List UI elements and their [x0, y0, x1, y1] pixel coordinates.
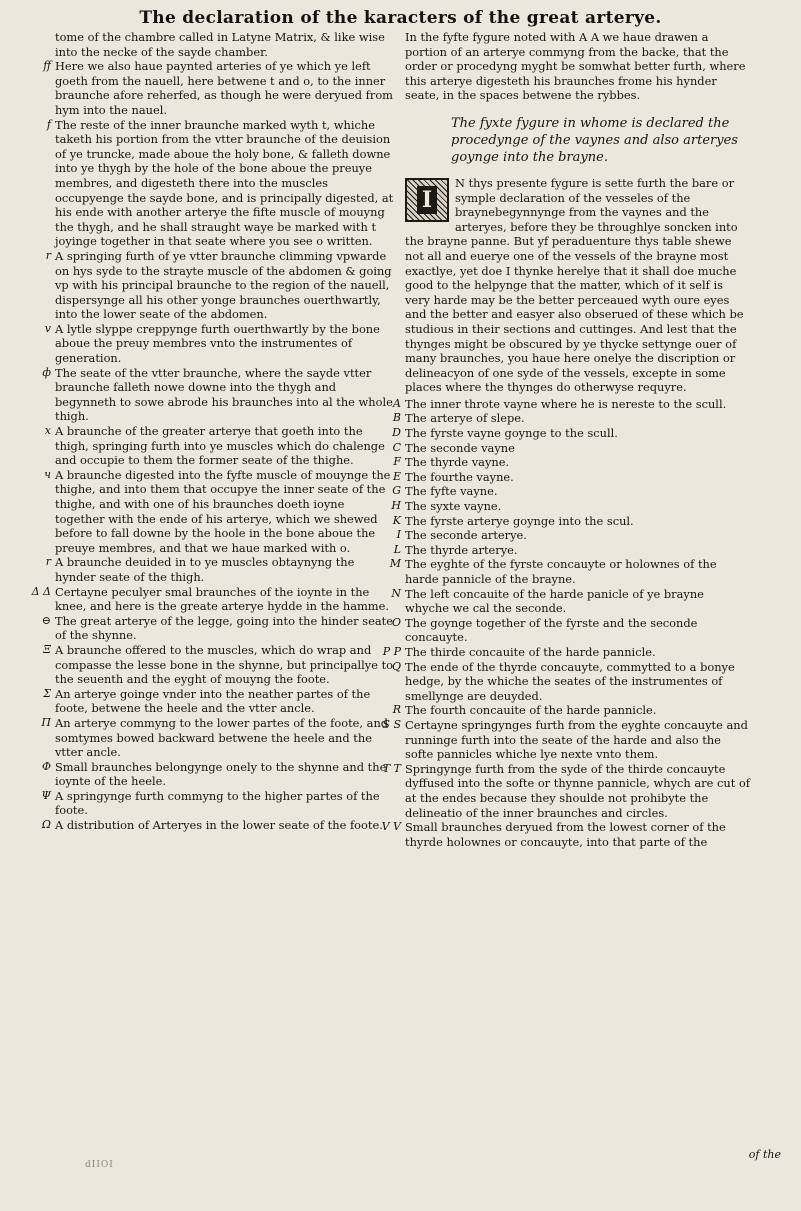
right-entry-mark: D [392, 426, 401, 440]
right-entry [392, 703, 750, 718]
right-entry-text: The fyrste vayne goynge to the scull. [405, 426, 618, 441]
left-entry [44, 424, 395, 468]
figure-description [405, 176, 750, 395]
left-entry-text: Certayne peculyer smal braunches of the ioynte in the knee, and here is the greate arterye hydde in the hamme. [55, 584, 389, 614]
right-entry-text: The goynge together of the fyrste and the seconde concauyte. [405, 615, 698, 645]
right-entry-mark: E [392, 469, 401, 483]
left-entry-mark: Π [41, 715, 51, 729]
left-entry-mark: r [45, 555, 51, 569]
right-entry-mark: H [391, 499, 401, 513]
left-entry-text: An arterye goinge vnder into the neather partes of the foote, betwene the heele and the vtter ancle. [55, 686, 371, 716]
right-entry-mark: M [389, 557, 401, 571]
right-entry-text: The seconde vayne [405, 440, 515, 455]
right-entry [382, 644, 750, 660]
right-entry-mark: A [393, 396, 401, 410]
right-entry-mark: P P [382, 644, 401, 658]
left-entry-text: A springing furth of ye vtter braunche climming vpwarde on hys syde to the strayte muscle of the abdomen & going vp with his principal braunche to the region of the nauell, dispersynge all his other yonge braunches ouerthwartly, into the lower seate of the abdomen. [55, 248, 392, 322]
left-entry [41, 759, 395, 789]
left-entry-mark: Ξ [43, 642, 51, 656]
right-entry-mark: S S [382, 717, 401, 731]
left-entry-text: A braunche digested into the fyfte muscle of mouynge the thighe, and into them that occupye the inner seate of the thighe, and with one of his braunches doeth ioyne together with the ende of his arterye, which we shewed before to fall downe by the hoole in the bone aboue the preuye membres, and that we haue marked with o. [55, 467, 391, 555]
right-entry-mark: T T [382, 761, 401, 775]
left-entry-text: A braunche of the greater arterye that goeth into the thigh, springing furth into ye muscles which do chalenge and occupie to them the former seate of the thighe. [55, 424, 385, 468]
right-entry-mark: Q [391, 659, 401, 673]
left-entry-text: A springynge furth commyng to the higher partes of the foote. [55, 788, 380, 818]
decorated-initial [405, 178, 449, 222]
figure-caption: The fyxte fygure in whome is declared the procedynge of the vaynes and also arteryes goynge into the brayne. [451, 115, 738, 165]
right-entry [393, 455, 750, 470]
left-entry-mark: ф [42, 365, 51, 379]
left-entry-mark: ч [44, 467, 51, 481]
right-entry [392, 513, 750, 529]
right-entry [391, 499, 750, 514]
right-entry [391, 586, 750, 616]
right-entry-text: The eyghte of the fyrste concauyte or holownes of the harde pannicle of the brayne. [405, 557, 717, 586]
right-entry-text: The thirde concauite of the harde pannicle. [405, 644, 656, 659]
left-entry-text: A lytle slyppe creppynge furth ouerthwartly by the bone aboue the preuy membres vnto the instrumentes of generation. [55, 321, 380, 366]
left-entry-text: An arterye commyng to the lower partes of the foote, and somtymes bowed backward betwene the heele and the vtter ancle. [55, 715, 389, 760]
right-entry-text: The thyrde arterye. [405, 542, 518, 557]
left-entry [44, 321, 395, 366]
right-entry [391, 659, 750, 704]
left-entry-mark: x [44, 424, 51, 438]
left-entry-text: Small braunches belongynge onely to the shynne and the ioynte of the heele. [55, 759, 387, 789]
right-entry [391, 615, 750, 645]
right-entry-mark: R [392, 703, 401, 717]
left-entry [55, 30, 395, 59]
right-entry-mark: N [391, 586, 401, 600]
figure-description-text: N thys presente fygure is sette furth the bare or symple declaration of the vesseles of the braynebegynnynge from the vaynes and the arteryes, before they be throughlye soncken into the brayne panne. But yf peraduenture thys table shewe not all and euerye one of the vessels of the brayne most exactlye, yet doe I thynke herelye that it shall doe muche good to the helpynge that the matter, which of it self is very harde may be the better perceaued wyth oure eyes and the better and easyer also obserued of these which be studious in their sections and cuttinges. And lest that the thynges might be obscured by ye thycke settynge ouer of many braunches, you haue here onelye the discription or delineacyon of one syde of the vessels, excepte in some places where the thynges do otherwyse requyre. [405, 175, 744, 395]
left-entry [41, 715, 395, 760]
left-entry-mark: Ψ [41, 788, 51, 802]
left-entry [45, 555, 395, 584]
right-entry-text: The fourth concauite of the harde pannicle. [405, 703, 657, 718]
left-entry [31, 584, 395, 614]
right-entry [392, 469, 750, 485]
right-entry [393, 396, 750, 412]
right-entry-text: The syxte vayne. [405, 499, 502, 514]
running-head: The declaration of the karacters of the great arterye. [139, 8, 662, 28]
left-entry-text: tome of the chambre called in Latyne Matrix, & like wise into the necke of the sayde chamber. [55, 30, 385, 59]
right-entry [389, 557, 750, 586]
left-entry-text: Here we also haue paynted arteries of ye which ye left goeth from the nauell, here betwene t and o, to the inner braunche afore reherfed, as though he were deryued from hym into the nauel. [55, 59, 393, 117]
left-entry-mark: Φ [41, 759, 51, 773]
left-entry-text: The great arterye of the legge, going into the hinder seate of the shynne. [55, 613, 393, 643]
right-entry [392, 484, 750, 499]
right-entry-mark: B [392, 411, 401, 425]
right-entry [393, 542, 750, 558]
left-entry-text: The seate of the vtter braunche, where the sayde vtter braunche falleth nowe downe into the thygh and begynneth to sowe abrode his braunches into al the whole thigh. [55, 365, 393, 424]
catchword: of the [748, 1148, 781, 1161]
left-entry-text: A braunche offered to the muscles, which do wrap and compasse the lesse bone in the shynne, but principallye to the seuenth and the eyght of mouyng the foote. [55, 642, 394, 687]
right-entry [381, 820, 750, 849]
right-entry [382, 761, 750, 820]
left-entry-mark: r [45, 248, 51, 262]
right-entry-mark: F [393, 455, 401, 469]
right-entry [396, 528, 750, 543]
left-entry [41, 818, 395, 833]
intro-paragraph [405, 30, 750, 103]
left-entry-text: A braunche deuided in to ye muscles obtaynyng the hynder seate of the thigh. [55, 555, 355, 584]
right-entry-text: The fourthe vayne. [405, 469, 514, 484]
left-entry-mark: f [46, 117, 51, 131]
right-entry-mark: V V [381, 820, 401, 834]
initial-letter: I [417, 186, 437, 214]
right-entry-text: The inner throte vayne where he is nereste to the scull. [405, 396, 727, 411]
left-entry [43, 59, 395, 117]
left-entry [44, 467, 395, 556]
left-entry-mark: Σ [43, 686, 51, 700]
left-entry-mark: Δ Δ [31, 584, 51, 598]
right-entry-mark: G [392, 484, 401, 498]
right-entry [392, 426, 750, 441]
legend-list [381, 396, 750, 849]
right-entry-text: Small braunches deryued from the lowest corner of the thyrde holownes or concauyte, into that parte of the [405, 820, 726, 849]
right-entry-text: The left concauite of the harde panicle of ye brayne whyche we cal the seconde. [405, 586, 704, 616]
right-entry [392, 440, 750, 456]
right-entry-text: The fyfte vayne. [405, 484, 498, 499]
right-entry-text: The arterye of slepe. [405, 411, 525, 426]
intro-text: In the fyfte fygure noted with A A we haue drawen a portion of an arterye commyng from the backe, that the order or procedyng myght be somwhat better furth, where this arterye digesteth his braunches frome his hynder seate, in the spaces betwene the rybbes. [405, 30, 746, 103]
right-entry-text: Springynge furth from the syde of the thirde concauyte dyffused into the softe or thynne pannicle, whych are cut of at the endes because they shoulde not prohibyte the delineatio of the inner braunches and circles. [405, 761, 750, 820]
right-entry-text: The thyrde vayne. [405, 455, 510, 470]
left-entry-mark: ff [43, 59, 51, 73]
left-entry [45, 248, 395, 322]
left-entry [43, 686, 395, 716]
left-entry [42, 365, 395, 424]
left-entry [46, 117, 395, 249]
left-entry-mark: v [44, 321, 51, 335]
bleed-through-text: dIIOI [85, 1160, 114, 1170]
right-entry-mark: K [392, 513, 401, 527]
left-entry-text: A distribution of Arteryes in the lower seate of the foote. [55, 818, 383, 833]
right-entry-mark: L [393, 542, 401, 556]
right-entry-mark: O [391, 615, 401, 629]
left-entry [43, 642, 395, 687]
right-entry-text: The seconde arterye. [405, 528, 527, 543]
right-entry-text: Certayne springynges furth from the eyghte concauyte and runninge furth into the seate of the harde and also the softe pannicles whiche lye nexte vnto them. [405, 717, 748, 762]
right-entry [392, 411, 750, 426]
right-entry-mark: I [396, 528, 401, 542]
right-entry [382, 717, 750, 762]
right-column [381, 30, 750, 849]
right-entry-text: The ende of the thyrde concauyte, commytted to a bonye hedge, by the whiche the seates of the instrumentes of smellynge are deuyded. [405, 659, 735, 703]
left-entry-mark: ⊖ [41, 613, 51, 627]
right-entry-text: The fyrste arterye goynge into the scul. [405, 513, 634, 528]
left-entry-mark: Ω [41, 818, 51, 832]
left-column [31, 30, 395, 833]
left-entry [41, 613, 395, 643]
left-entry-text: The reste of the inner braunche marked wyth t, whiche taketh his portion from the vtter braunche of the deuision of ye truncke, made aboue the holy bone, & falleth downe into ye thygh by the hole of the bone aboue the preuye membres, and digesteth there into the muscles occupyenge the sayde bone, and is principally digested, at his ende with another arterye the fifte muscle of mouyng the thygh, and he shall straught waye be marked with t joyinge together in that seate where you see o written. [55, 117, 394, 249]
left-entry [41, 788, 395, 818]
right-entry-mark: C [392, 440, 401, 454]
